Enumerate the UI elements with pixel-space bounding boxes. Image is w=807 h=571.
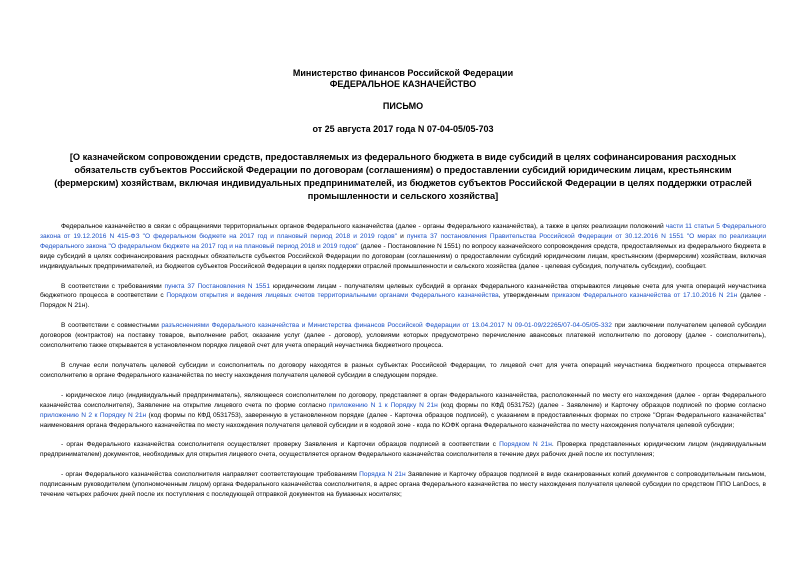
paragraph-6: [40, 440, 766, 460]
link-point-37[interactable]: пункта 37 Постановления N 1551: [164, 282, 271, 290]
text-fragment: Федеральное казначейство в связи с обращениями территориальных органов Федерального казначейства (далее - органы Федерального казначейства), а также в целях реализации положений: [61, 223, 666, 230]
text-fragment: - орган Федерального казначейства соисполнителя осуществляет проверку Заявления и Карточки образцов подписей в соответствии с: [61, 441, 500, 449]
paragraph-7: [40, 470, 766, 500]
paragraph-2: [40, 282, 766, 312]
link-appendix-2[interactable]: приложению N 2 к Порядку N 21н: [40, 411, 147, 419]
document-type: ПИСЬМО: [382, 101, 424, 111]
link-procedure-21n-requirements[interactable]: Порядка N 21н: [359, 471, 406, 479]
text-fragment: В соответствии с совместными: [61, 322, 162, 330]
paragraph-4: [40, 361, 766, 381]
text-fragment: В соответствии с требованиями: [61, 282, 165, 290]
document-date-number: от 25 августа 2017 года N 07-04-05/05-703: [312, 124, 494, 134]
paragraph-5: [40, 391, 766, 431]
link-joint-clarifications[interactable]: разъяснениями Федерального казначейства и Министерства финансов Российской Федерации от 13.04.2017 N 09-01-09/22265/07-04-05/05-332: [161, 322, 612, 330]
link-account-procedure[interactable]: Порядком открытия и ведения лицевых счетов территориальными органами Федерального казначейства: [166, 292, 499, 300]
text-fragment: и: [396, 232, 407, 240]
text-fragment: В случае если получатель целевой субсидии и соисполнитель по договору находятся в разных субъектах Российской Федерации, то лицевой счет для учета операций неучастника бюджетного процесса открывается соисполнителю в органе Федерального казначейства по месту нахождения получателя целевой субсидии в следующем порядке.: [40, 361, 766, 379]
text-fragment: при заключении получателем целевой субсидии договоров (контрактов) на поставку товаров, выполнение работ, оказание услуг (далее - договор), условиями которых предусмотрено перечисление авансовых платежей исполнителю по договору (далее - соисполнитель), соисполнителю также открывается в установленном порядке лицевой счет для учета операций неучастника бюджетного процесса.: [40, 322, 766, 350]
text-fragment: (далее - Постановление N 1551) по вопросу казначейского сопровождения средств, предоставляемых из федерального бюджета в виде субсидий в целях софинансирования расходных обязательств субъектов Российской Федерации по договорам (соглашениям) о предоставлении субсидий юридическим лицам, крестьянским (фермерским) хозяйствам, включая индивидуальных предпринимателей, из бюджетов субъектов Российской Федерации в целях поддержки отраслей промышленности и сельского хозяйства (далее - целевая субсидия, получатель субсидии), сообщает.: [40, 242, 766, 270]
text-fragment: . Проверка представленных юридическим лицом (индивидуальным предпринимателем) документов, необходимых для открытия лицевого счета, осуществляется органом Федерального казначейства соисполнителя в течение двух рабочих дней после их поступления;: [40, 441, 766, 459]
paragraph-3: [40, 321, 766, 351]
text-fragment: - юридическое лицо (индивидуальный предприниматель), являющееся соисполнителем по договору, представляет в орган Федерального казначейства, расположенный по месту его нахождения (далее - орган Федерального казначейства соисполнителя), Заявление на открытие лицевого счета по форме согласно: [40, 391, 766, 409]
text-fragment: (код формы по КФД 0531752) (далее - Заявление) и Карточку образцов подписей по форме согласно: [437, 401, 766, 409]
link-resolution-1551[interactable]: пункта 37 постановления Правительства Российской Федерации от 30.12.2016 N 1551 "О мерах по реализации Федерального закона "О федеральном бюджете на 2017 год и на плановый период 2018 и 2019 годов": [40, 232, 766, 250]
text-fragment: - орган Федерального казначейства соисполнителя направляет соответствующие требованиям: [61, 471, 360, 479]
ministry-name: Министерство финансов Российской Федерации: [292, 68, 514, 78]
agency-name: ФЕДЕРАЛЬНОЕ КАЗНАЧЕЙСТВО: [329, 79, 477, 89]
link-procedure-21n[interactable]: Порядком N 21н: [499, 441, 552, 449]
text-fragment: (код формы по КФД 0531753), заверенную в установленном порядке (далее - Карточка образцов подписей), с указанием в предоставленных формах по строке "Орган Федерального казначейства" наименования органа Федерального казначейства по месту нахождения получателя целевой субсидии и в кодовой зоне - кода по КОФК органа Федерального казначейства по месту нахождения получателя целевой субсидии;: [40, 411, 766, 429]
link-order-21n[interactable]: приказом Федерального казначейства от 17.10.2016 N 21н: [551, 292, 738, 300]
text-fragment: (далее - Порядок N 21н).: [40, 292, 766, 310]
text-fragment: юридическим лицам - получателям целевых субсидий в органах Федерального казначейства открываются лицевые счета для учета операций неучастника бюджетного процесса в соответствии с: [40, 282, 767, 300]
link-appendix-1[interactable]: приложению N 1 к Порядку N 21н: [328, 401, 438, 409]
link-law-415fz[interactable]: части 11 статьи 5 Федерального закона от 19.12.2016 N 415-ФЗ "О федеральном бюджете на 2017 год и плановый период 2018 и 2019 годов": [40, 223, 766, 240]
paragraph-1: [40, 222, 766, 272]
text-fragment: , утвержденным: [498, 292, 552, 300]
document-title: [О казначейском сопровождении средств, предоставляемых из федерального бюджета в виде субсидий в целях софинансирования расходных обязательств субъектов Российской Федерации по договорам (соглашениям) о предоставлении субсидий юридическим лицам, крестьянским (фермерским) хозяйствам, включая индивидуальных предпринимателей, из бюджетов субъектов Российской Федерации в целях поддержки отраслей промышленности и сельского хозяйства]: [54, 152, 752, 201]
text-fragment: Заявление и Карточку образцов подписей в виде сканированных копий документов с сопроводительным письмом, подписанным руководителем (уполномоченным лицом) органа Федерального казначейства соисполнителя, в адрес органа Федерального казначейства по месту нахождения получателя целевой субсидии по средством ППО LanDocs, в течение четырех рабочих дней после их поступления с последующей отправкой документов на бумажных носителях;: [40, 471, 767, 499]
document-body: [40, 222, 766, 500]
